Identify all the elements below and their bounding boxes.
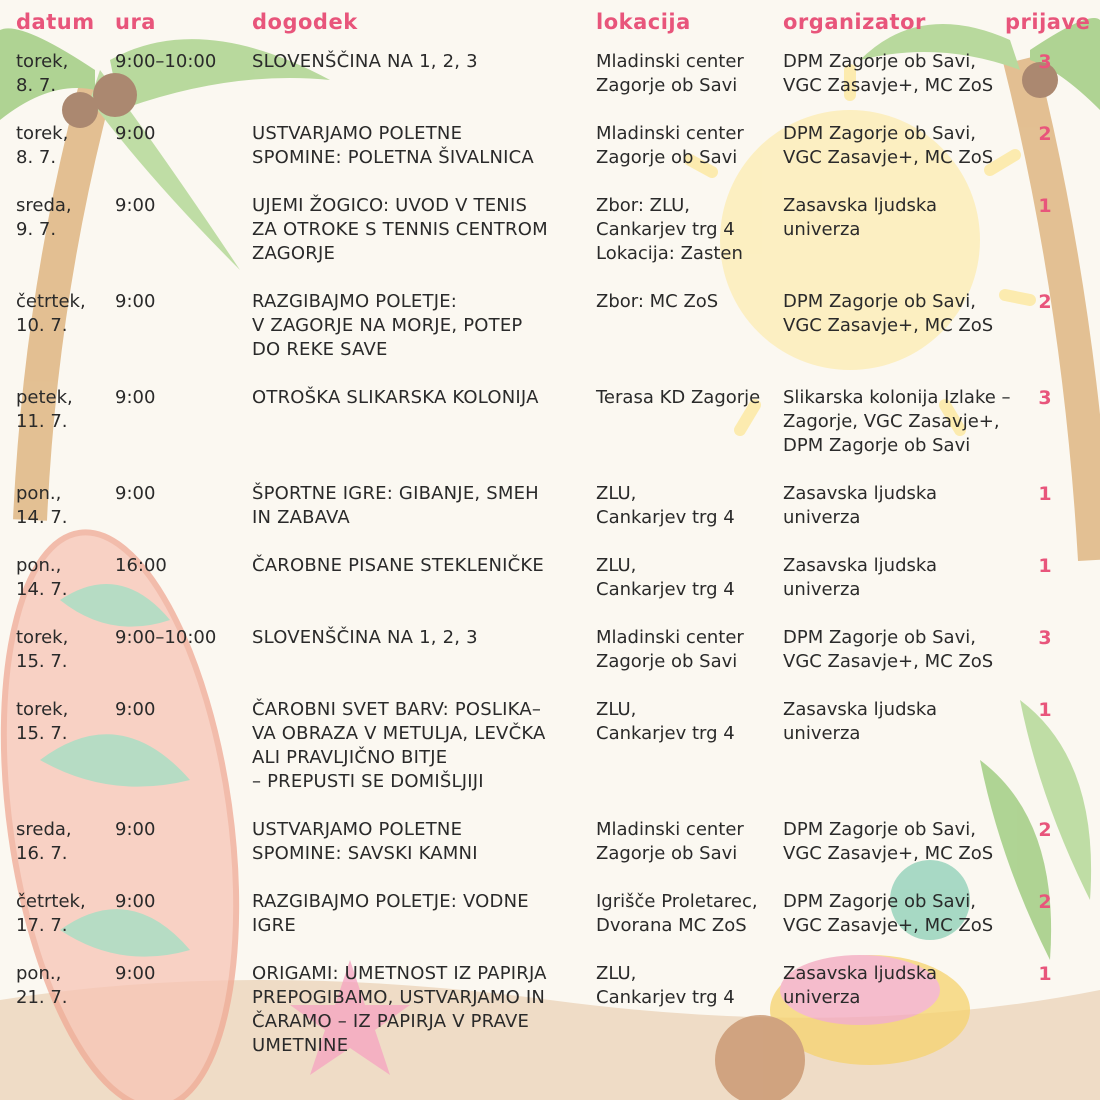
event-cell: RAZGIBAJMO POLETJE: V ZAGORJE NA MORJE, POTEP DO REKE SAVE (252, 291, 523, 360)
time-cell: 9:00 (115, 123, 156, 144)
location-cell: ZLU, Cankarjev trg 4 (596, 699, 735, 744)
registrations-cell: 1 (1038, 195, 1052, 217)
organizer-cell: DPM Zagorje ob Savi, VGC Zasavje+, MC ZoS (783, 123, 994, 168)
date-cell: četrtek, 10. 7. (16, 291, 86, 336)
time-cell: 9:00 (115, 699, 156, 720)
registrations-cell: 1 (1038, 555, 1052, 577)
column-header-registrations: prijave (1005, 10, 1091, 34)
organizer-cell: Zasavska ljudska univerza (783, 699, 938, 744)
location-cell: ZLU, Cankarjev trg 4 (596, 963, 735, 1008)
event-cell: UJEMI ŽOGICO: UVOD V TENIS ZA OTROKE S TENNIS CENTROM ZAGORJE (252, 195, 548, 264)
organizer-cell: Slikarska kolonija Izlake – Zagorje, VGC Zasavje+, DPM Zagorje ob Savi (783, 387, 1011, 456)
registrations-cell: 3 (1038, 51, 1052, 73)
date-cell: pon., 14. 7. (16, 483, 68, 528)
organizer-cell: DPM Zagorje ob Savi, VGC Zasavje+, MC ZoS (783, 891, 994, 936)
event-cell: USTVARJAMO POLETNE SPOMINE: SAVSKI KAMNI (252, 819, 478, 864)
location-cell: Igrišče Proletarec, Dvorana MC ZoS (596, 891, 758, 936)
column-header-location: lokacija (596, 10, 691, 34)
location-cell: Mladinski center Zagorje ob Savi (596, 123, 744, 168)
time-cell: 9:00 (115, 819, 156, 840)
palm-tree-left (0, 28, 330, 520)
time-cell: 9:00 (115, 891, 156, 912)
location-cell: ZLU, Cankarjev trg 4 (596, 555, 735, 600)
time-cell: 9:00 (115, 387, 156, 408)
time-cell: 9:00 (115, 291, 156, 312)
column-header-organizer: organizator (783, 10, 926, 34)
event-cell: ČAROBNI SVET BARV: POSLIKA– VA OBRAZA V METULJA, LEVČKA ALI PRAVLJIČNO BITJE – PREPUSTI SE DOMIŠLJIJI (252, 699, 546, 792)
date-cell: pon., 21. 7. (16, 963, 68, 1008)
date-cell: četrtek, 17. 7. (16, 891, 86, 936)
organizer-cell: Zasavska ljudska univerza (783, 483, 938, 528)
date-cell: torek, 8. 7. (16, 123, 69, 168)
location-cell: Zbor: MC ZoS (596, 291, 719, 312)
registrations-cell: 3 (1038, 387, 1052, 409)
registrations-cell: 2 (1038, 123, 1052, 145)
event-cell: ČAROBNE PISANE STEKLENIČKE (252, 555, 544, 576)
location-cell: Mladinski center Zagorje ob Savi (596, 51, 744, 96)
date-cell: torek, 8. 7. (16, 51, 69, 96)
time-cell: 9:00–10:00 (115, 627, 217, 648)
organizer-cell: Zasavska ljudska univerza (783, 195, 938, 240)
organizer-cell: DPM Zagorje ob Savi, VGC Zasavje+, MC ZoS (783, 819, 994, 864)
event-cell: ŠPORTNE IGRE: GIBANJE, SMEH IN ZABAVA (252, 483, 539, 528)
event-cell: RAZGIBAJMO POLETJE: VODNE IGRE (252, 891, 529, 936)
time-cell: 9:00 (115, 963, 156, 984)
date-cell: sreda, 16. 7. (16, 819, 72, 864)
organizer-cell: Zasavska ljudska univerza (783, 555, 938, 600)
location-cell: Mladinski center Zagorje ob Savi (596, 819, 744, 864)
date-cell: petek, 11. 7. (16, 387, 73, 432)
date-cell: torek, 15. 7. (16, 627, 69, 672)
location-cell: Terasa KD Zagorje (596, 387, 761, 408)
registrations-cell: 2 (1038, 291, 1052, 313)
column-header-time: ura (115, 10, 156, 34)
registrations-cell: 2 (1038, 819, 1052, 841)
organizer-cell: DPM Zagorje ob Savi, VGC Zasavje+, MC ZoS (783, 627, 994, 672)
registrations-cell: 3 (1038, 627, 1052, 649)
organizer-cell: DPM Zagorje ob Savi, VGC Zasavje+, MC ZoS (783, 51, 994, 96)
column-header-date: datum (16, 10, 95, 34)
organizer-cell: Zasavska ljudska univerza (783, 963, 938, 1008)
location-cell: Mladinski center Zagorje ob Savi (596, 627, 744, 672)
time-cell: 9:00–10:00 (115, 51, 217, 72)
time-cell: 9:00 (115, 483, 156, 504)
date-cell: torek, 15. 7. (16, 699, 69, 744)
registrations-cell: 1 (1038, 699, 1052, 721)
location-cell: ZLU, Cankarjev trg 4 (596, 483, 735, 528)
event-cell: ORIGAMI: UMETNOST IZ PAPIRJA PREPOGIBAMO, USTVARJAMO IN ČARAMO – IZ PAPIRJA V PRAVE UMETNINE (252, 963, 547, 1056)
event-cell: OTROŠKA SLIKARSKA KOLONIJA (252, 387, 539, 408)
date-cell: pon., 14. 7. (16, 555, 68, 600)
date-cell: sreda, 9. 7. (16, 195, 72, 240)
event-cell: SLOVENŠČINA NA 1, 2, 3 (252, 51, 478, 72)
time-cell: 9:00 (115, 195, 156, 216)
organizer-cell: DPM Zagorje ob Savi, VGC Zasavje+, MC ZoS (783, 291, 994, 336)
event-cell: SLOVENŠČINA NA 1, 2, 3 (252, 627, 478, 648)
time-cell: 16:00 (115, 555, 167, 576)
event-cell: USTVARJAMO POLETNE SPOMINE: POLETNA ŠIVALNICA (252, 123, 534, 168)
registrations-cell: 1 (1038, 963, 1052, 985)
registrations-cell: 1 (1038, 483, 1052, 505)
column-header-event: dogodek (252, 10, 358, 34)
registrations-cell: 2 (1038, 891, 1052, 913)
location-cell: Zbor: ZLU, Cankarjev trg 4 Lokacija: Zasten (596, 195, 743, 264)
